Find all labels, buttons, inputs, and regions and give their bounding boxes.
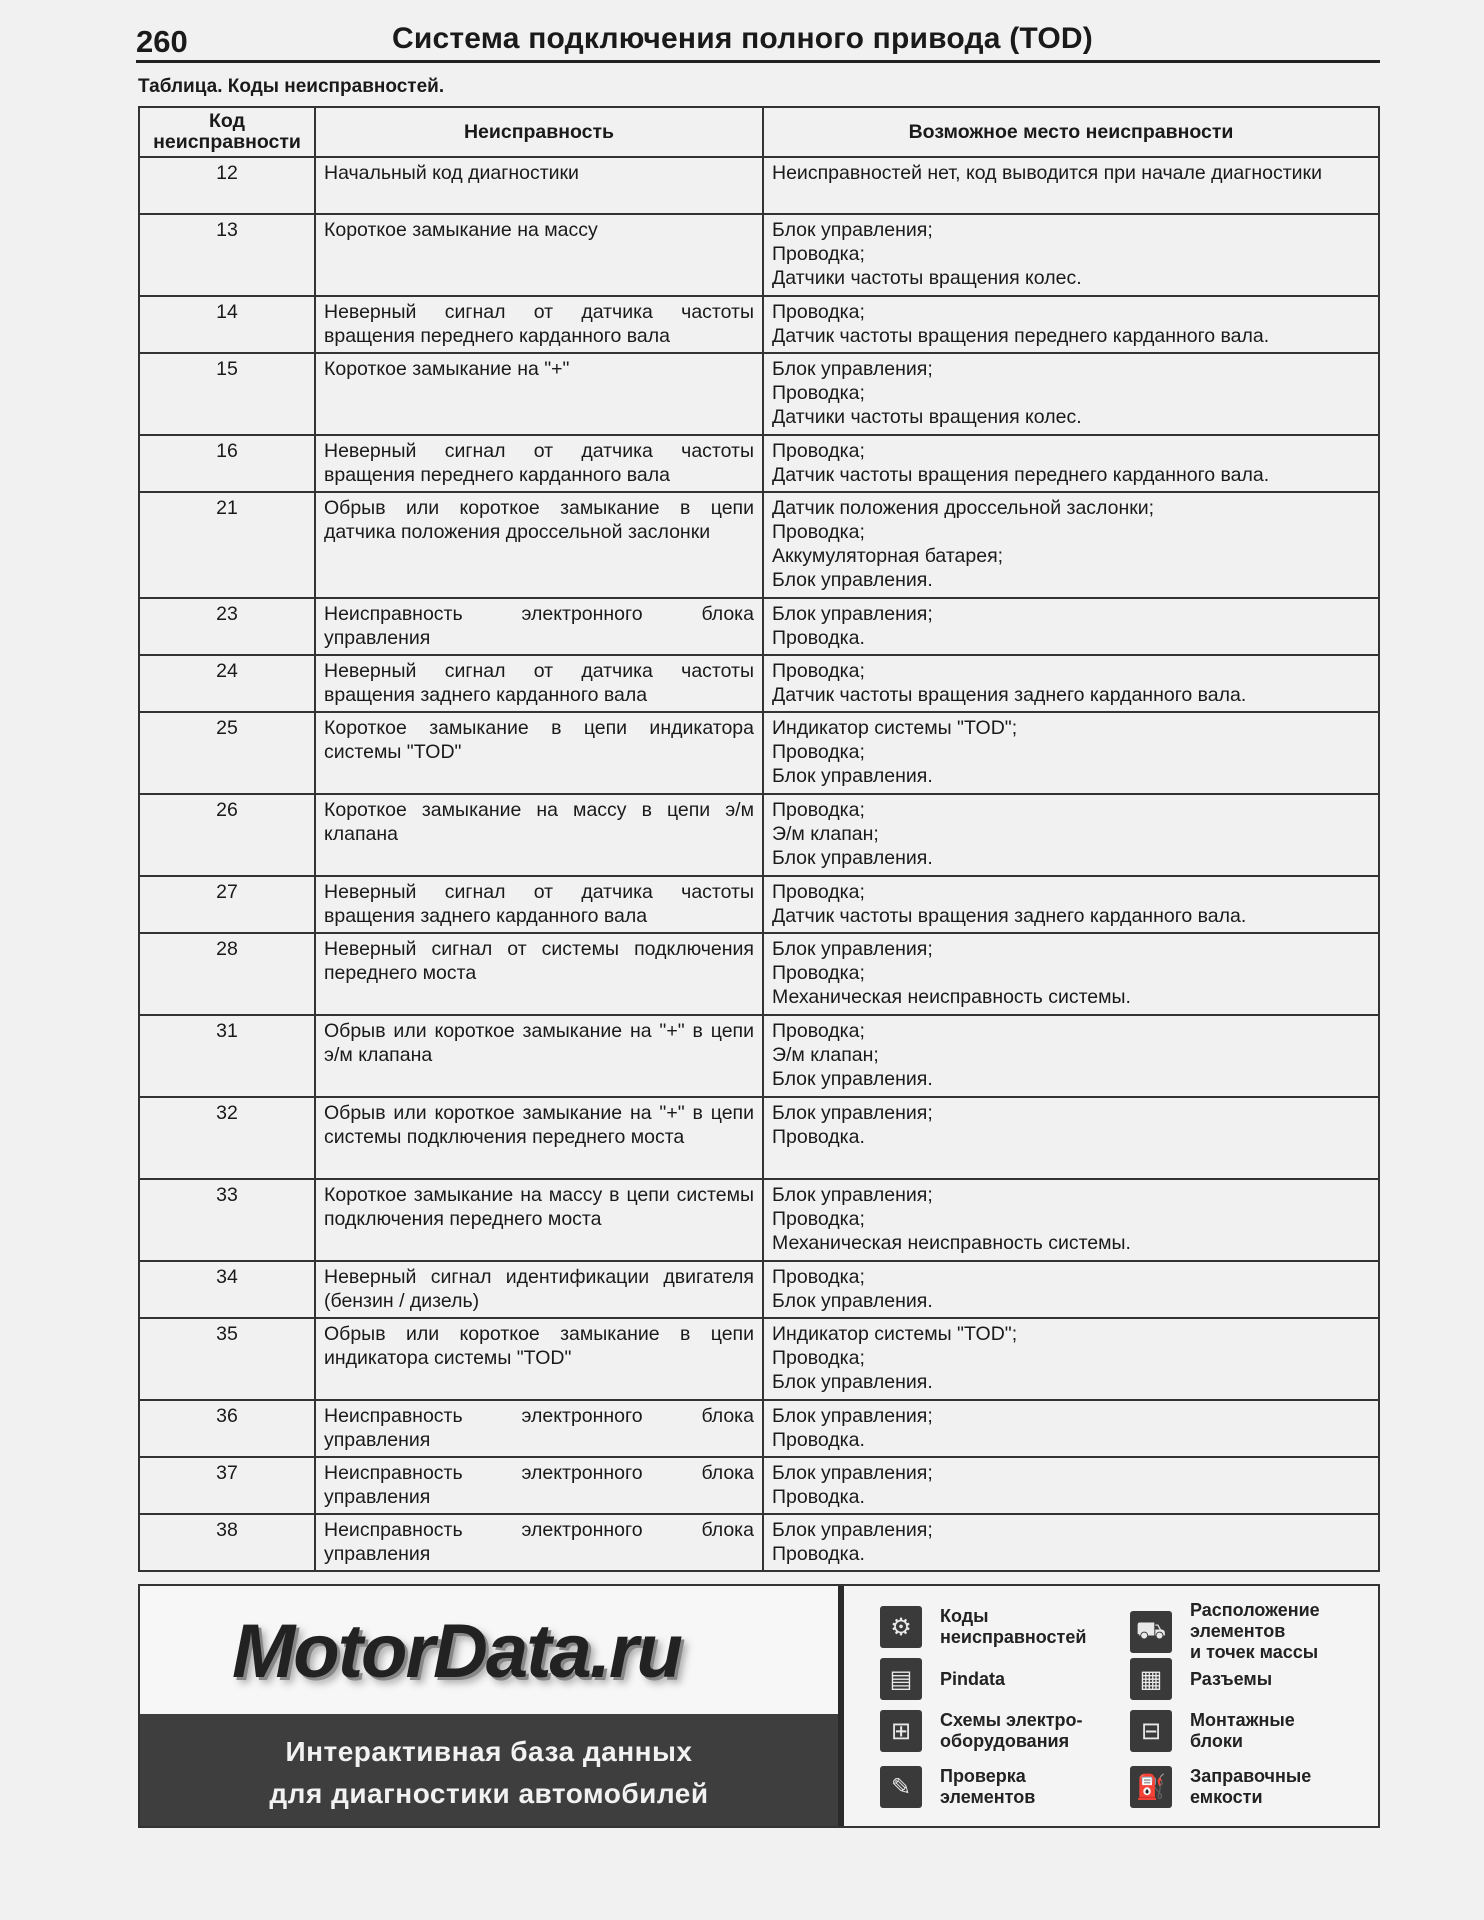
table-row: [139, 794, 1379, 876]
menu-item-wiring-diagram[interactable]: [880, 1710, 1083, 1752]
menu-item-label: Заправочные емкости: [1190, 1766, 1312, 1807]
fault-location-cell: Датчик положения дроссельной заслонки; Проводка; Аккумуляторная батарея; Блок управления.: [763, 492, 1379, 598]
fault-description-cell: Обрыв или короткое замыкание на "+" в цепи э/м клапана: [315, 1015, 763, 1097]
table-caption: Таблица. Коды неисправностей.: [138, 76, 445, 97]
fault-code-cell: 12: [139, 157, 315, 214]
fault-location-cell: Индикатор системы "TOD"; Проводка; Блок управления.: [763, 712, 1379, 794]
fault-description-cell: Начальный код диагностики: [315, 157, 763, 214]
menu-item-connectors[interactable]: [1130, 1658, 1272, 1700]
fault-location-cell: Неисправностей нет, код выводится при начале диагностики: [763, 157, 1379, 214]
table-row: [139, 1015, 1379, 1097]
fault-description-cell: Короткое замыкание на массу: [315, 214, 763, 296]
table-row: [139, 492, 1379, 598]
fault-code-cell: 27: [139, 876, 315, 933]
fault-description-cell: Неисправность электронного блока управления: [315, 598, 763, 655]
fault-description-cell: Обрыв или короткое замыкание на "+" в цепи системы подключения переднего моста: [315, 1097, 763, 1179]
footer-banner: [138, 1584, 1380, 1828]
menu-item-label: Монтажные блоки: [1190, 1710, 1295, 1751]
fault-code-cell: 38: [139, 1514, 315, 1571]
tagline-line-2: для диагностики автомобилей: [269, 1778, 709, 1809]
fault-description-cell: Короткое замыкание на массу в цепи э/м клапана: [315, 794, 763, 876]
table-row: [139, 712, 1379, 794]
menu-item-pindata[interactable]: [880, 1658, 1005, 1700]
table-row: [139, 435, 1379, 492]
table-row: [139, 296, 1379, 353]
fault-location-cell: Проводка; Датчик частоты вращения заднего карданного вала.: [763, 655, 1379, 712]
table-row: [139, 933, 1379, 1015]
fault-description-cell: Обрыв или короткое замыкание в цепи индикатора системы "TOD": [315, 1318, 763, 1400]
fault-description-cell: Неверный сигнал идентификации двигателя (бензин / дизель): [315, 1261, 763, 1318]
fault-location-cell: Проводка; Датчик частоты вращения переднего карданного вала.: [763, 296, 1379, 353]
table-row: [139, 1514, 1379, 1571]
fault-code-cell: 34: [139, 1261, 315, 1318]
fault-location-cell: Проводка; Э/м клапан; Блок управления.: [763, 794, 1379, 876]
menu-item-label: Схемы электро- оборудования: [940, 1710, 1083, 1751]
table-row: [139, 1261, 1379, 1318]
menu-item-label: Расположение элементов и точек массы: [1190, 1600, 1320, 1662]
page-number: 260: [136, 24, 188, 59]
fault-location-cell: Проводка; Датчик частоты вращения заднего карданного вала.: [763, 876, 1379, 933]
fault-description-cell: Обрыв или короткое замыкание в цепи датчика положения дроссельной заслонки: [315, 492, 763, 598]
fault-description-cell: Короткое замыкание в цепи индикатора системы "TOD": [315, 712, 763, 794]
page-header: [136, 18, 1380, 63]
fault-description-cell: Короткое замыкание на "+": [315, 353, 763, 435]
fault-code-cell: 16: [139, 435, 315, 492]
component-location-icon: ⛟: [1130, 1611, 1172, 1653]
fault-code-cell: 23: [139, 598, 315, 655]
fault-location-cell: Блок управления; Проводка; Механическая неисправность системы.: [763, 1179, 1379, 1261]
fault-location-cell: Блок управления; Проводка.: [763, 1457, 1379, 1514]
menu-item-label: Разъемы: [1190, 1668, 1273, 1689]
fault-location-cell: Блок управления; Проводка.: [763, 1400, 1379, 1457]
table-row: [139, 1097, 1379, 1179]
fault-code-cell: 13: [139, 214, 315, 296]
menu-item-fuse-box[interactable]: [1130, 1710, 1295, 1752]
fault-location-cell: Блок управления; Проводка.: [763, 1097, 1379, 1179]
fault-description-cell: Неисправность электронного блока управления: [315, 1400, 763, 1457]
fault-location-cell: Проводка; Э/м клапан; Блок управления.: [763, 1015, 1379, 1097]
menu-item-component-location[interactable]: [1130, 1600, 1320, 1663]
connectors-icon: ▦: [1130, 1658, 1172, 1700]
table-row: [139, 1318, 1379, 1400]
fault-code-cell: 32: [139, 1097, 315, 1179]
table-row: [139, 353, 1379, 435]
fault-location-cell: Блок управления; Проводка; Датчики частоты вращения колес.: [763, 353, 1379, 435]
fault-code-cell: 24: [139, 655, 315, 712]
fault-description-cell: Неверный сигнал от датчика частоты вращения переднего карданного вала: [315, 435, 763, 492]
fault-location-cell: Проводка; Датчик частоты вращения переднего карданного вала.: [763, 435, 1379, 492]
menu-item-label: Pindata: [940, 1668, 1006, 1689]
fault-description-cell: Неверный сигнал от датчика частоты вращения заднего карданного вала: [315, 655, 763, 712]
fault-code-cell: 36: [139, 1400, 315, 1457]
fault-description-cell: Короткое замыкание на массу в цепи системы подключения переднего моста: [315, 1179, 763, 1261]
footer-divider: [838, 1586, 844, 1826]
component-check-icon: ✎: [880, 1766, 922, 1808]
menu-item-label: Коды неисправностей: [940, 1606, 1087, 1647]
fault-location-cell: Индикатор системы "TOD"; Проводка; Блок управления.: [763, 1318, 1379, 1400]
table-row: [139, 157, 1379, 214]
fuse-box-icon: ⊟: [1130, 1710, 1172, 1752]
table-row: [139, 1400, 1379, 1457]
table-row: [139, 876, 1379, 933]
column-header-fault: Неисправность: [315, 107, 763, 157]
fault-description-cell: Неверный сигнал от датчика частоты вращения переднего карданного вала: [315, 296, 763, 353]
tagline-line-1: Интерактивная база данных: [285, 1736, 693, 1767]
fault-location-cell: Блок управления; Проводка; Механическая неисправность системы.: [763, 933, 1379, 1015]
fault-location-cell: Блок управления; Проводка; Датчики частоты вращения колес.: [763, 214, 1379, 296]
fault-code-cell: 21: [139, 492, 315, 598]
pindata-icon: ▤: [880, 1658, 922, 1700]
logo-panel: [140, 1586, 838, 1826]
fault-description-cell: Неисправность электронного блока управления: [315, 1457, 763, 1514]
table-header-row: [139, 107, 1379, 157]
table-row: [139, 1457, 1379, 1514]
fault-code-cell: 35: [139, 1318, 315, 1400]
column-header-location: Возможное место неисправности: [763, 107, 1379, 157]
dtc-icon: ⚙: [880, 1606, 922, 1648]
fault-code-cell: 14: [139, 296, 315, 353]
table-row: [139, 598, 1379, 655]
table-row: [139, 214, 1379, 296]
fluid-capacity-icon: ⛽: [1130, 1766, 1172, 1808]
table-row: [139, 655, 1379, 712]
fault-code-cell: 37: [139, 1457, 315, 1514]
fault-codes-table: [138, 106, 1380, 1572]
fault-description-cell: Неверный сигнал от датчика частоты вращения заднего карданного вала: [315, 876, 763, 933]
fault-code-cell: 33: [139, 1179, 315, 1261]
menu-item-dtc[interactable]: [880, 1606, 1086, 1648]
fault-code-cell: 31: [139, 1015, 315, 1097]
menu-item-fluid-capacity[interactable]: [1130, 1766, 1311, 1808]
page-title: Система подключения полного привода (TOD): [392, 22, 1093, 55]
motordata-logo: MotorData.ru: [232, 1609, 681, 1694]
fault-code-cell: 28: [139, 933, 315, 1015]
fault-code-cell: 26: [139, 794, 315, 876]
fault-description-cell: Неисправность электронного блока управления: [315, 1514, 763, 1571]
column-header-code: Код неисправности: [139, 107, 315, 157]
table-row: [139, 1179, 1379, 1261]
wiring-diagram-icon: ⊞: [880, 1710, 922, 1752]
fault-location-cell: Проводка; Блок управления.: [763, 1261, 1379, 1318]
menu-item-component-check[interactable]: [880, 1766, 1035, 1808]
fault-description-cell: Неверный сигнал от системы подключения переднего моста: [315, 933, 763, 1015]
fault-location-cell: Блок управления; Проводка.: [763, 598, 1379, 655]
fault-code-cell: 25: [139, 712, 315, 794]
fault-location-cell: Блок управления; Проводка.: [763, 1514, 1379, 1571]
menu-item-label: Проверка элементов: [940, 1766, 1036, 1807]
fault-code-cell: 15: [139, 353, 315, 435]
